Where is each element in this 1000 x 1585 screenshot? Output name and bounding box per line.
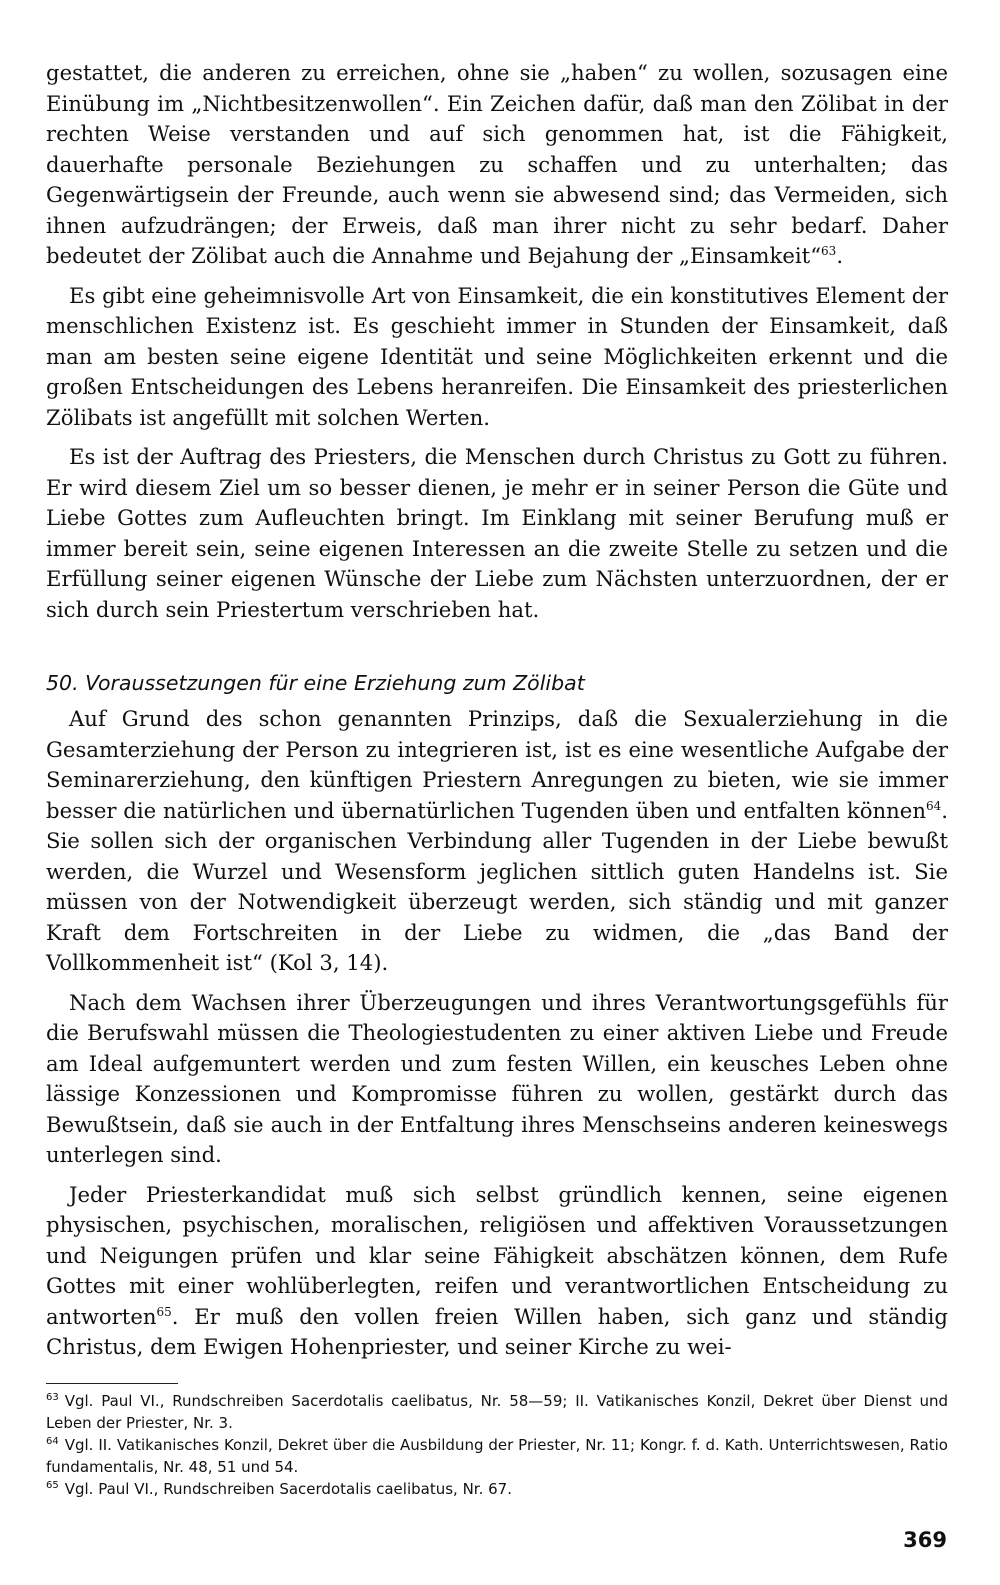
- footnote-text: Vgl. Paul VI., Rundschreiben Sacerdotalis caelibatus, Nr. 67.: [64, 1479, 512, 1498]
- paragraph: Nach dem Wachsen ihrer Überzeugungen und ihres Verantwortungsgefühls für die Berufswahl müssen die Theologiestudenten zu einer aktiven Liebe und Freude am Ideal aufgemuntert werden und zum festen Willen, ein keusches Leben ohne lässige Konzessionen und Kompromisse führen zu wollen, gestärkt durch das Bewußtsein, daß sie auch in der Entfaltung ihres Menschseins anderen keineswegs unterlegen sind.: [46, 989, 948, 1167]
- paragraph-text: gestattet, die anderen zu erreichen, ohne sie „haben“ zu wollen, sozusagen eine Einübung im „Nichtbesitzenwollen“. Ein Zeichen dafür, daß man den Zölibat in der rechten Weise verstanden und auf sich genommen hat, ist die Fähigkeit, dauerhafte personale Beziehungen zu schaffen und zu unterhalten; das Gegenwärtigsein der Freunde, auch wenn sie abwesend sind; das Vermeiden, sich ihnen aufzudrängen; der Erweis, daß man ihrer nicht zu sehr bedarf. Daher bedeutet der Zölibat auch die Annahme und Bejahung der „Einsamkeit“: [46, 60, 948, 268]
- footnote: [46, 1434, 948, 1478]
- paragraph-text-tail: . Er muß den vollen freien Willen haben, sich ganz und ständig Christus, dem Ewigen Hohenpriester, und seiner Kirche zu wei-: [46, 1303, 948, 1359]
- paragraph: [46, 58, 948, 272]
- paragraph-text-tail: . Sie sollen sich der organischen Verbindung aller Tugenden in der Liebe bewußt werden, die Wurzel und Wesensform jeglichen sittlich guten Handelns ist. Sie müssen von der Notwendigkeit überzeugt werden, sich ständig und mit ganzer Kraft dem Fortschreiten in der Liebe zu widmen, die „das Band der Vollkommenheit ist“ (Kol 3, 14).: [46, 797, 948, 975]
- footnote-ref[interactable]: 65: [156, 1304, 172, 1319]
- paragraph-text: Auf Grund des schon genannten Prinzips, daß die Sexualerziehung in die Gesamterziehung der Person zu integrieren ist, ist es eine wesentliche Aufgabe der Seminarerziehung, den künftigen Priestern Anregungen zu bieten, wie sie immer besser die natürlichen und übernatürlichen Tugenden üben und entfalten können: [46, 706, 948, 823]
- footnote-ref[interactable]: 64: [925, 798, 942, 813]
- footnote-mark: 63: [46, 1391, 59, 1403]
- footnotes: [46, 1390, 948, 1500]
- footnote-mark: 64: [46, 1435, 59, 1447]
- footnote-mark: 65: [46, 1479, 59, 1491]
- paragraph: Es ist der Auftrag des Priesters, die Menschen durch Christus zu Gott zu führen. Er wird diesem Ziel um so besser dienen, je mehr er in seiner Person die Güte und Liebe Gottes zum Aufleuchten bringt. Im Einklang mit seiner Berufung muß er immer bereit sein, seine eigenen Interessen an die zweite Stelle zu setzen und die Erfüllung seiner eigenen Wünsche der Liebe zum Nächsten unterzuordnen, der er sich durch sein Priestertum verschrieben hat.: [46, 444, 948, 622]
- paragraph-text-tail: .: [836, 243, 844, 268]
- footnote: [46, 1390, 948, 1434]
- footnote: [46, 1478, 948, 1500]
- paragraph: [46, 1180, 948, 1363]
- footnote-text: Vgl. Paul VI., Rundschreiben Sacerdotalis caelibatus, Nr. 58—59; II. Vatikanisches Konzil, Dekret über Dienst und Leben der Priester, Nr. 3.: [46, 1391, 948, 1432]
- paragraph: [46, 704, 948, 979]
- footnote-ref[interactable]: 63: [821, 243, 837, 258]
- paragraph: Es gibt eine geheimnisvolle Art von Einsamkeit, die ein konstitutives Element der menschlichen Existenz ist. Es geschieht immer in Stunden der Einsamkeit, daß man am besten seine eigene Identität und seine Möglichkeiten erkennt und die großen Entscheidungen des Lebens heranreifen. Die Einsamkeit des priesterlichen Zölibats ist angefüllt mit solchen Werten.: [46, 282, 948, 430]
- page-number: 369: [903, 1528, 947, 1552]
- body-text-top: [46, 58, 948, 625]
- paragraph-text: Jeder Priesterkandidat muß sich selbst gründlich kennen, seine eigenen physischen, psychischen, moralischen, religiösen und affektiven Voraussetzungen und Neigungen prüfen und klar seine Fähigkeit abschätzen können, dem Rufe Gottes mit einer wohlüberlegten, reifen und verantwortlichen Entscheidung zu antworten: [46, 1181, 948, 1329]
- section-heading: 50. Voraussetzungen für eine Erziehung zum Zölibat: [46, 671, 585, 695]
- footnote-text: Vgl. II. Vatikanisches Konzil, Dekret über die Ausbildung der Priester, Nr. 11; Kongr. f. d. Kath. Unterrichtswesen, Ratio fundamentalis, Nr. 48, 51 und 54.: [46, 1435, 948, 1476]
- body-text-section: [46, 704, 948, 1363]
- footnote-divider: [46, 1383, 178, 1384]
